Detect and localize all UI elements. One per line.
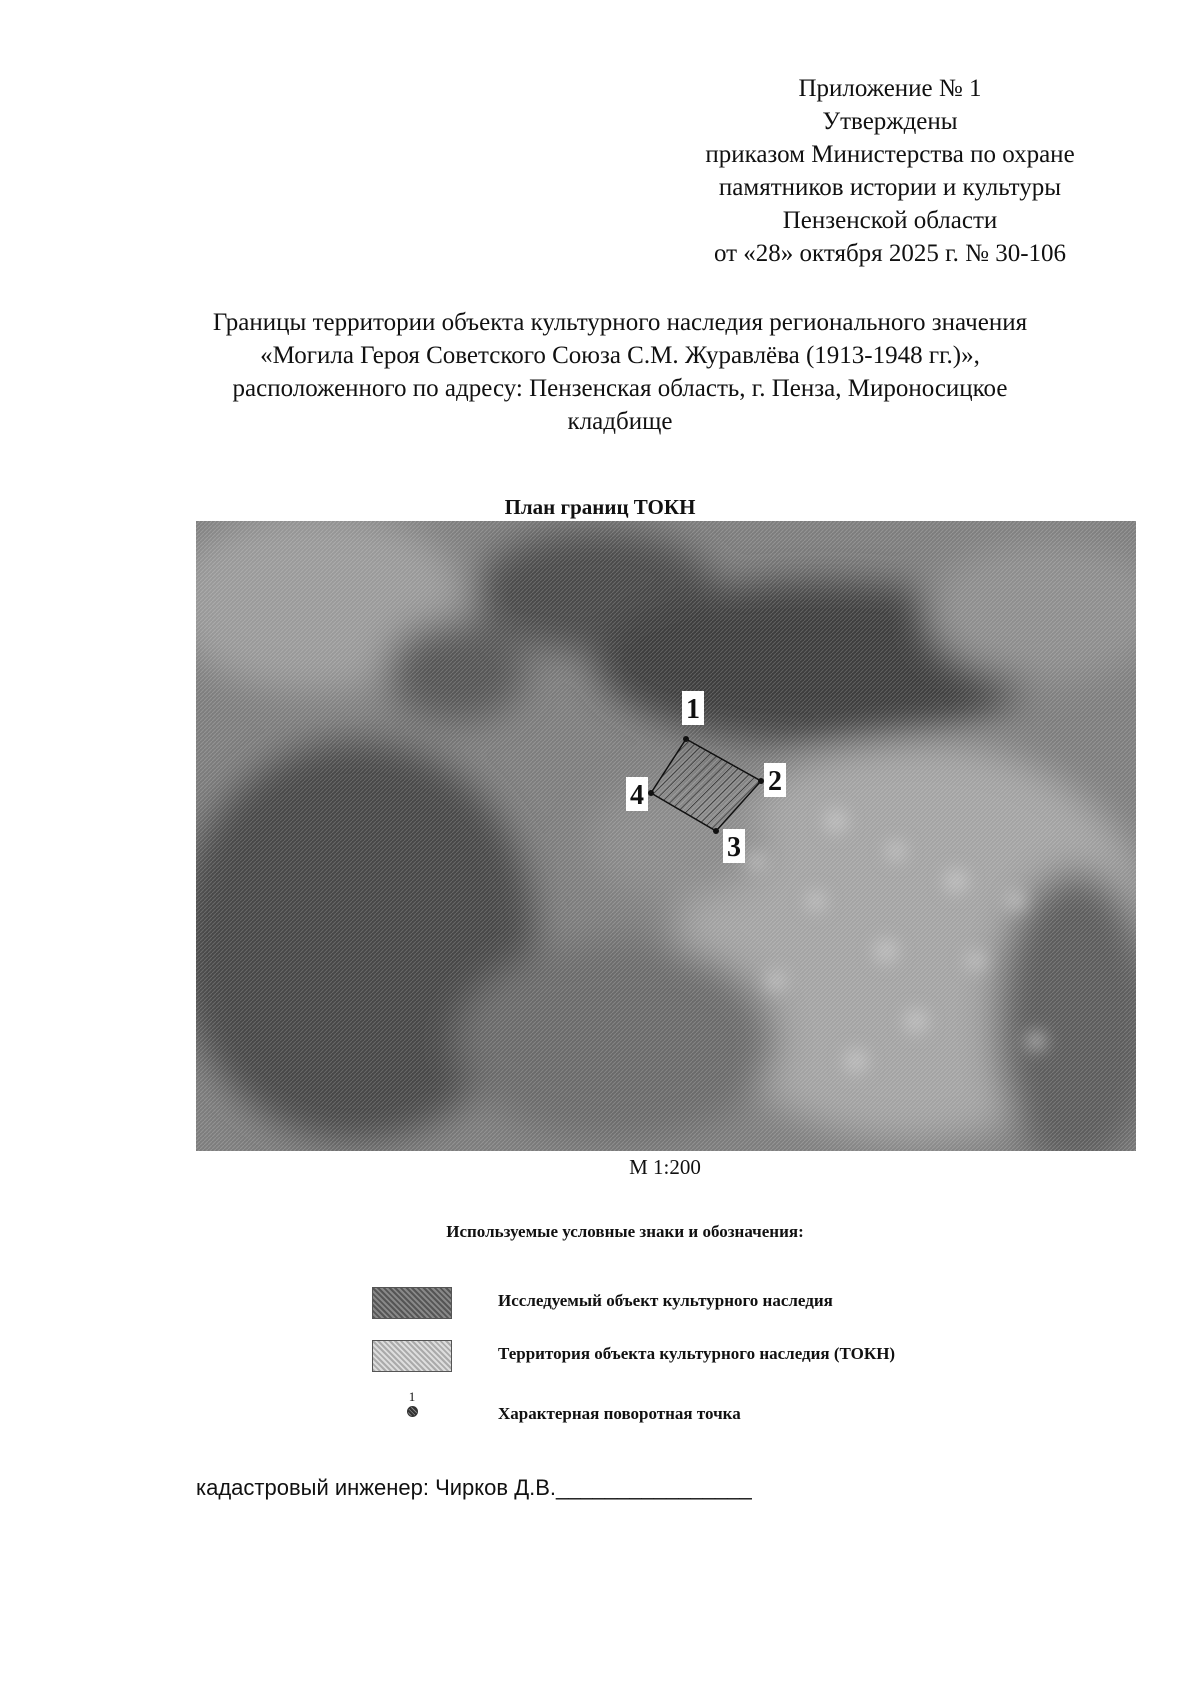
point-marker (402, 1390, 422, 1422)
map-image (196, 521, 1136, 1151)
point-dot-icon (407, 1406, 418, 1417)
boundary-point (713, 828, 719, 834)
approval-line: Приложение № 1 (798, 75, 982, 102)
map-scale: М 1:200 (629, 1155, 701, 1179)
point-label-3: 3 (727, 832, 741, 863)
title-line: кладбище (567, 408, 673, 435)
boundary-point (648, 790, 654, 796)
approval-line: памятников истории и культуры (718, 174, 1062, 201)
point-label-2: 2 (768, 766, 782, 797)
legend-label: Исследуемый объект культурного наследия (498, 1291, 833, 1310)
approval-line: приказом Министерства по охране (705, 141, 1075, 168)
boundary-point (758, 778, 764, 784)
title-line: «Могила Героя Советского Союза С.М. Журавлёва (1913-1948 гг.)», (260, 342, 980, 369)
plan-title: План границ ТОКН (504, 495, 696, 519)
legend-title: Используемые условные знаки и обозначения: (446, 1222, 804, 1241)
aerial-map (196, 521, 1136, 1151)
engineer-signature: кадастровый инженер: Чирков Д.В.________________ (196, 1475, 752, 1500)
legend-label: Территория объекта культурного наследия (ТОКН) (498, 1344, 896, 1363)
approval-block (640, 72, 1140, 270)
approval-line: от «28» октября 2025 г. № 30-106 (713, 240, 1067, 267)
point-label-1: 1 (686, 694, 700, 725)
title-line: расположенного по адресу: Пензенская область, г. Пенза, Мироносицкое (232, 375, 1008, 402)
object-swatch (372, 1287, 452, 1319)
document-title (140, 306, 1100, 438)
boundary-point (683, 736, 689, 742)
point-number: 1 (408, 1389, 416, 1404)
title-line: Границы территории объекта культурного наследия регионального значения (212, 309, 1028, 336)
point-label-4: 4 (630, 780, 644, 811)
approval-line: Пензенской области (782, 207, 998, 234)
legend-label: Характерная поворотная точка (498, 1404, 741, 1423)
approval-line: Утверждены (822, 108, 958, 135)
zone-swatch (372, 1340, 452, 1372)
